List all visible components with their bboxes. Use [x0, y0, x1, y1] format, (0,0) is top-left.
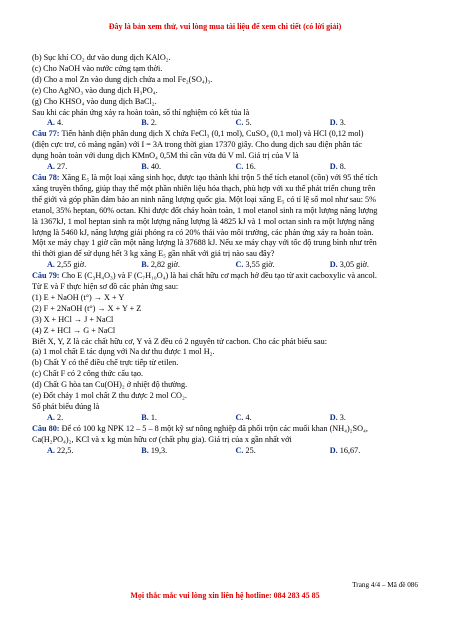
q76-item: (b) Sục khí CO₂ dư vào dung dịch KAlO₂.: [32, 53, 171, 62]
q76-item: (e) Cho AgNO₃ vào dung dịch H₃PO₄.: [32, 85, 158, 95]
q78-line: etanol, 35% heptan, 60% octan. Khi được đốt cháy hoàn toàn, 1 mol etanol sinh ra một lượng năng lượng: [32, 205, 378, 215]
option-d: D. 3.: [329, 118, 346, 128]
option-b: B. 1.: [141, 412, 157, 422]
q77-line: Câu 77: Tiến hành điện phân dung dịch X chứa FeCl₃ (0,1 mol), CuSO₄ (0,1 mol) và HCl (0,12 mol): [32, 129, 364, 139]
q76-item: Sau khi các phản ứng xảy ra hoàn toàn, số thí nghiệm có kết tủa là: [32, 107, 250, 117]
option-c: C. 16.: [235, 162, 256, 172]
q78-line: Câu 78: Xăng E₅ là một loại xăng sinh học, được tạo thành khi trộn 5 thể tích etanol (cồn) với 95 thể tích: [32, 172, 378, 182]
question-label: Câu 80:: [32, 423, 60, 433]
question-77: [32, 129, 424, 173]
q79-line: Biết X, Y, Z là các chất hữu cơ, Y và Z đều có 2 nguyên tử cacbon. Cho các phát biểu sau:: [32, 336, 327, 346]
answer-options: [32, 260, 424, 271]
option-c: C. 5.: [235, 118, 252, 128]
question-label: Câu 78:: [32, 172, 60, 182]
option-c: C. 3,55 giờ.: [235, 260, 275, 270]
q76-item: (g) Cho KHSO₄ vào dung dịch BaCl₂.: [32, 96, 157, 106]
preview-banner: Đây là bản xem thử, vui lòng mua tài liệu để xem chi tiết (có lời giải): [108, 22, 342, 31]
page-number: Trang 4/4 – Mã đề 086: [352, 581, 418, 589]
q79-line: (3) X + HCl → J + NaCl: [32, 314, 114, 324]
q77-line: (điện cực trơ, có màng ngăn) với I = 3A trong thời gian 17370 giây. Cho dung dịch sau điện phân tác: [32, 140, 363, 150]
answer-options: [32, 446, 424, 457]
option-b: B. 2,82 giờ.: [141, 260, 180, 270]
q79-line: (a) 1 mol chất E tác dụng với Na dư thu được 1 mol H₂.: [32, 347, 215, 357]
q79-line: (2) F + 2NaOH (t°) → X + Y + Z: [32, 303, 142, 313]
question-79: [32, 271, 424, 424]
q79-line: (e) Đốt cháy 1 mol chất Z thu được 2 mol CO₂.: [32, 391, 187, 401]
q78-line: thế giới và góp phần đảm bảo an ninh năng lượng quốc gia. Một loại xăng E₅ có tỉ lệ số mol như sau: 5%: [32, 194, 376, 204]
option-d: D. 16,67.: [329, 445, 361, 455]
option-b: B. 2.: [141, 118, 157, 128]
question-80: [32, 424, 424, 457]
option-a: A. 22,5.: [47, 445, 74, 455]
q76-item: (c) Cho NaOH vào nước cứng tạm thời.: [32, 63, 163, 73]
q76-item: (d) Cho a mol Zn vào dung dịch chứa a mol Fe₂(SO₄)₃.: [32, 74, 213, 84]
option-d: D. 3,05 giờ.: [329, 260, 369, 270]
q79-line: (4) Z + HCl → G + NaCl: [32, 325, 116, 335]
answer-options: [32, 413, 424, 424]
q79-line: (b) Chất Y có thể điều chế trực tiếp từ etilen.: [32, 358, 179, 368]
option-a: A. 2,55 giờ.: [47, 260, 87, 270]
q78-line: lượng là 5460 kJ, năng lượng giải phóng ra có 20% thải vào môi trường, các phản ứng xảy ra hoàn toàn.: [32, 227, 374, 237]
q79-line: Từ E và F thực hiện sơ đồ các phản ứng sau:: [32, 282, 179, 292]
q77-line: dụng hoàn toàn với dung dịch KMnO₄ 0,5M thì cần vừa đủ V ml. Giá trị của V là: [32, 151, 299, 161]
question-label: Câu 79:: [32, 271, 60, 281]
option-a: A. 4.: [47, 118, 64, 128]
q79-line: Số phát biểu đúng là: [32, 402, 100, 411]
q78-line: thì thời gian để sử dụng hết 3 kg xăng E₅ gần nhất với giá trị nào sau đây?: [32, 249, 275, 259]
q79-line: (1) E + NaOH (t°) → X + Y: [32, 292, 125, 302]
question-content: [32, 53, 424, 457]
option-c: C. 4.: [235, 412, 252, 422]
q79-line: (d) Chất G hòa tan Cu(OH)₂ ở nhiệt độ thường.: [32, 380, 188, 390]
question-78: [32, 173, 424, 271]
q80-line: Câu 80: Để có 100 kg NPK 12 – 5 – 8 một kỹ sư nông nghiệp đã phối trộn các muối khan (NH₄)₂SO₄,: [32, 423, 368, 433]
question-label: Câu 77:: [32, 129, 60, 139]
option-b: B. 40.: [141, 162, 162, 172]
q79-line: Câu 79: Cho E (C₃H₄O₃) và F (C₇H₁₀O₄) là hai chất hữu cơ mạch hở đều tạo từ axit cacboxylic và ancol.: [32, 271, 377, 281]
option-b: B. 19,3.: [141, 445, 168, 455]
option-c: C. 25.: [235, 445, 256, 455]
q79-line: (c) Chất F có 2 công thức cấu tạo.: [32, 369, 144, 379]
option-d: D. 8.: [329, 162, 346, 172]
hotline-footer: Mọi thắc mắc vui lòng xin liên hệ hotline: 084 283 45 85: [130, 591, 320, 600]
q78-line: là 1367kJ, 1 mol heptan sinh ra một lượng năng lượng là 4825 kJ và 1 mol octan sinh ra một lượng năng: [32, 216, 375, 226]
q78-line: Một xe máy chạy 1 giờ cần một năng lượng là 37688 kJ. Nếu xe máy chạy với tốc độ trung bình như trên: [32, 238, 377, 248]
answer-options: [32, 118, 424, 129]
option-a: A. 2.: [47, 412, 64, 422]
option-a: A. 27.: [47, 162, 68, 172]
answer-options: [32, 162, 424, 173]
option-d: D. 3.: [329, 412, 346, 422]
q80-line: Ca(H₂PO₄)₂, KCl và x kg mùn hữu cơ (chất phụ gia). Giá trị của x gần nhất với: [32, 434, 292, 444]
q78-line: xăng truyền thống, giúp thay thế một phần nhiên liệu hóa thạch, phù hợp với xu thế phát triển chung trên: [32, 183, 376, 193]
q76-tail: [32, 53, 424, 129]
